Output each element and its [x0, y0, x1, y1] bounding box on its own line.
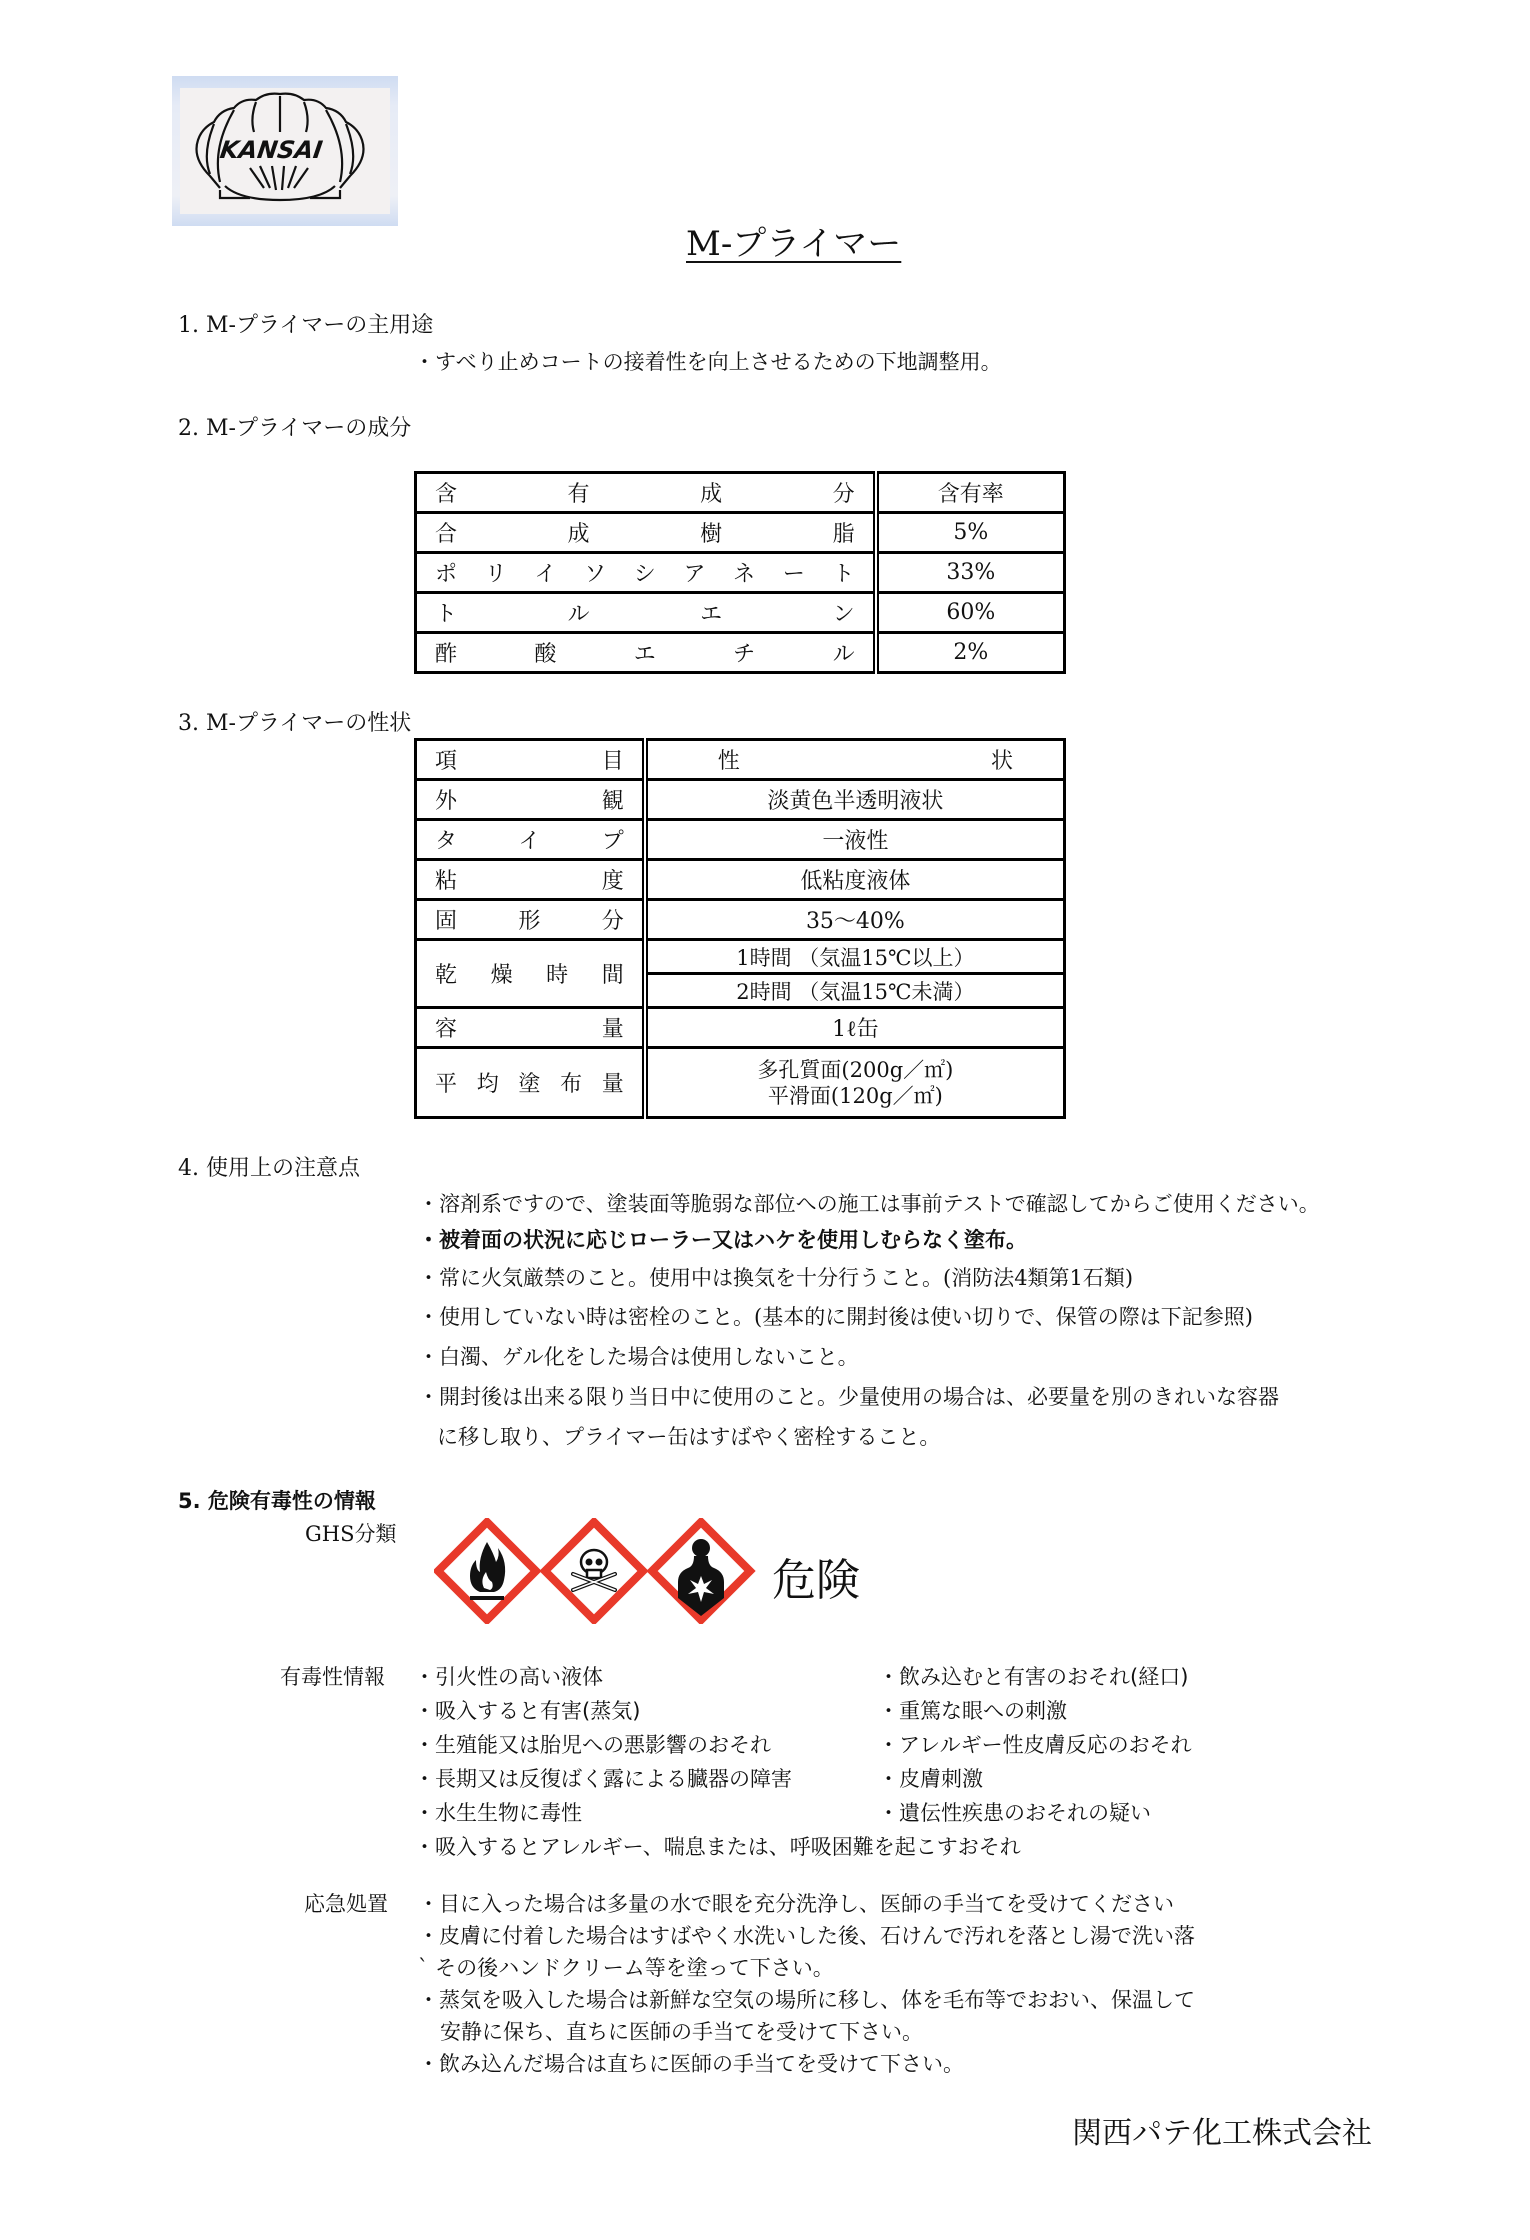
component-name — [417, 557, 873, 588]
property-name — [417, 1067, 642, 1098]
property-header — [648, 744, 1063, 775]
table-row — [416, 593, 1065, 633]
company-logo — [172, 76, 398, 226]
skull-crossbones-icon — [545, 1522, 643, 1620]
item-header — [417, 744, 642, 775]
properties-header-row — [416, 740, 1065, 780]
caution-line: ・常に火気厳禁のこと。使用中は換気を十分行うこと。(消防法4類第1石類) — [418, 1266, 1134, 1290]
spaced-char: ー — [782, 562, 805, 587]
first-aid-item: ・皮膚に付着した場合はすばやく水洗いした後、石けんで汚れを落とし湯で洗い落 — [418, 1924, 1195, 1948]
spaced-char: 外 — [435, 789, 458, 814]
table-row — [416, 553, 1065, 593]
caution-line: ・被着面の状況に応じローラー又はハケを使用しむらなく塗布。 — [418, 1228, 1027, 1252]
property-value: 淡黄色半透明液状 — [645, 780, 1065, 820]
composition-table — [414, 471, 1066, 674]
spaced-char: 合 — [435, 522, 458, 547]
document-title: M-プライマー — [686, 224, 902, 264]
section-3-heading: 3. M-プライマーの性状 — [178, 711, 412, 736]
spaced-char: 状 — [990, 749, 1013, 774]
spaced-char: ネ — [733, 562, 756, 587]
spaced-char: 形 — [518, 909, 541, 934]
spaced-char: 観 — [601, 789, 624, 814]
component-rate: 2% — [876, 633, 1065, 673]
hazard-item: ・アレルギー性皮膚反応のおそれ — [878, 1733, 1192, 1757]
flame-icon — [438, 1522, 536, 1620]
spaced-char: 固 — [435, 909, 458, 934]
hazard-label: 有毒性情報 — [280, 1665, 385, 1689]
first-aid-item: ` その後ハンドクリーム等を塗って下さい。 — [418, 1956, 834, 1980]
spaced-char: 布 — [560, 1072, 583, 1097]
hazard-item: ・生殖能又は胎児への悪影響のおそれ — [414, 1733, 771, 1757]
spaced-char: 乾 — [435, 963, 458, 988]
component-rate: 5% — [876, 513, 1065, 553]
property-value: 1時間 （気温15℃以上） — [645, 940, 1065, 974]
spaced-char: プ — [601, 829, 624, 854]
spaced-char: 性 — [717, 749, 740, 774]
section-1-text: ・すべり止めコートの接着性を向上させるための下地調整用。 — [414, 350, 1002, 374]
first-aid-item: ・目に入った場合は多量の水で眼を充分洗浄し、医師の手当てを受けてください — [418, 1892, 1174, 1916]
section-5-heading: 5. 危険有毒性の情報 — [178, 1489, 376, 1513]
component-header — [417, 477, 873, 508]
hazard-item: ・長期又は反復ばく露による臓器の障害 — [414, 1767, 792, 1791]
health-hazard-icon — [652, 1522, 750, 1620]
spaced-char: 平 — [435, 1072, 458, 1097]
properties-table — [414, 738, 1066, 1119]
table-row — [416, 1048, 1065, 1118]
spaced-char: 成 — [700, 482, 723, 507]
caution-line: ・使用していない時は密栓のこと。(基本的に開封後は使い切りで、保管の際は下記参照) — [418, 1305, 1253, 1329]
first-aid-item: 安静に保ち、直ちに医師の手当てを受けて下さい。 — [440, 2020, 923, 2044]
spaced-char: 項 — [435, 749, 458, 774]
property-value: 低粘度液体 — [645, 860, 1065, 900]
spaced-char: タ — [435, 829, 458, 854]
hazard-item: ・皮膚刺激 — [878, 1767, 983, 1791]
hazards-right — [878, 1661, 1192, 1831]
spaced-char: ト — [832, 562, 855, 587]
spaced-char: 塗 — [518, 1072, 541, 1097]
first-aid-list — [418, 1888, 1195, 2080]
hazard-item: ・飲み込むと有害のおそれ(経口) — [878, 1665, 1189, 1689]
property-name — [417, 824, 642, 855]
property-name — [417, 958, 642, 989]
property-name — [417, 864, 642, 895]
svg-text:KANSAI: KANSAI — [218, 136, 325, 164]
caution-line: ・開封後は出来る限り当日中に使用のこと。少量使用の場合は、必要量を別のきれいな容器 — [418, 1385, 1279, 1409]
property-name — [417, 1012, 642, 1043]
spaced-char: ア — [683, 562, 706, 587]
spaced-char: チ — [733, 642, 756, 667]
spaced-char: ソ — [584, 562, 607, 587]
spaced-char: ル — [567, 602, 590, 627]
composition-header-row — [416, 473, 1065, 513]
spaced-char: イ — [534, 562, 557, 587]
spaced-char: 酢 — [435, 642, 458, 667]
hazard-item: ・引火性の高い液体 — [414, 1665, 603, 1689]
spaced-char: 時 — [546, 963, 569, 988]
spaced-char: ン — [832, 602, 855, 627]
rate-header: 含有率 — [876, 473, 1065, 513]
hazard-item: ・水生生物に毒性 — [414, 1801, 582, 1825]
hazard-item: ・吸入するとアレルギー、喘息または、呼吸困難を起こすおそれ — [414, 1835, 1021, 1859]
spaced-char: 含 — [435, 482, 458, 507]
spaced-char: 容 — [435, 1017, 458, 1042]
component-name — [417, 637, 873, 668]
table-row — [416, 513, 1065, 553]
component-name — [417, 517, 873, 548]
spaced-char: 樹 — [700, 522, 723, 547]
ghs-pictograms — [434, 1518, 764, 1624]
component-name — [417, 597, 873, 628]
spaced-char: エ — [700, 602, 723, 627]
property-name — [417, 784, 642, 815]
table-row — [416, 780, 1065, 820]
spaced-char: 成 — [567, 522, 590, 547]
coverage-porous: 多孔質面(200g／㎡) — [757, 1057, 954, 1082]
spaced-char: イ — [518, 829, 541, 854]
spaced-char: 脂 — [832, 522, 855, 547]
spaced-char: 分 — [832, 482, 855, 507]
spaced-char: リ — [484, 562, 507, 587]
spaced-char: 燥 — [490, 963, 513, 988]
spaced-char: 度 — [601, 869, 624, 894]
hazard-item: ・吸入すると有害(蒸気) — [414, 1699, 641, 1723]
hazard-item: ・重篤な眼への刺激 — [878, 1699, 1067, 1723]
hazard-item: ・遺伝性疾患のおそれの疑い — [878, 1801, 1151, 1825]
spaced-char: ポ — [435, 562, 458, 587]
caution-line: ・溶剤系ですので、塗装面等脆弱な部位への施工は事前テストで確認してからご使用ください。 — [418, 1192, 1320, 1216]
spaced-char: ル — [832, 642, 855, 667]
section-4-heading: 4. 使用上の注意点 — [178, 1156, 360, 1181]
table-row — [416, 633, 1065, 673]
first-aid-label: 応急処置 — [304, 1892, 388, 1916]
property-value: 一液性 — [645, 820, 1065, 860]
spaced-char: 有 — [567, 482, 590, 507]
table-row — [416, 860, 1065, 900]
spaced-char: 粘 — [435, 869, 458, 894]
component-rate: 60% — [876, 593, 1065, 633]
component-rate: 33% — [876, 553, 1065, 593]
table-row — [416, 1008, 1065, 1048]
table-row — [416, 900, 1065, 940]
spaced-char: 酸 — [534, 642, 557, 667]
property-value: 35～40% — [645, 900, 1065, 940]
signal-word: 危険 — [772, 1555, 860, 1606]
spaced-char: 目 — [601, 749, 624, 774]
property-value: 2時間 （気温15℃未満） — [645, 974, 1065, 1008]
ghs-label: GHS分類 — [305, 1522, 397, 1546]
section-1-heading: 1. M-プライマーの主用途 — [178, 313, 434, 338]
shell-logo-icon — [180, 88, 390, 214]
spaced-char: 量 — [601, 1072, 624, 1097]
section-2-heading: 2. M-プライマーの成分 — [178, 416, 412, 441]
spaced-char: エ — [633, 642, 656, 667]
first-aid-item: ・飲み込んだ場合は直ちに医師の手当てを受けて下さい。 — [418, 2052, 964, 2076]
company-name: 関西パテ化工株式会社 — [1072, 2116, 1372, 2151]
spaced-char: 分 — [601, 909, 624, 934]
spaced-char: ト — [435, 602, 458, 627]
coverage-smooth: 平滑面(120g／㎡) — [767, 1083, 943, 1108]
property-value — [645, 1048, 1065, 1118]
caution-line: に移し取り、プライマー缶はすばやく密栓すること。 — [437, 1425, 941, 1449]
spaced-char: 量 — [601, 1017, 624, 1042]
spaced-char: 間 — [601, 963, 624, 988]
first-aid-item: ・蒸気を吸入した場合は新鮮な空気の場所に移し、体を毛布等でおおい、保温して — [418, 1988, 1195, 2012]
spaced-char: 均 — [476, 1072, 499, 1097]
property-name — [417, 904, 642, 935]
spaced-char: シ — [633, 562, 656, 587]
property-value: 1ℓ缶 — [645, 1008, 1065, 1048]
table-row — [416, 820, 1065, 860]
table-row — [416, 940, 1065, 974]
caution-line: ・白濁、ゲル化をした場合は使用しないこと。 — [418, 1345, 859, 1369]
